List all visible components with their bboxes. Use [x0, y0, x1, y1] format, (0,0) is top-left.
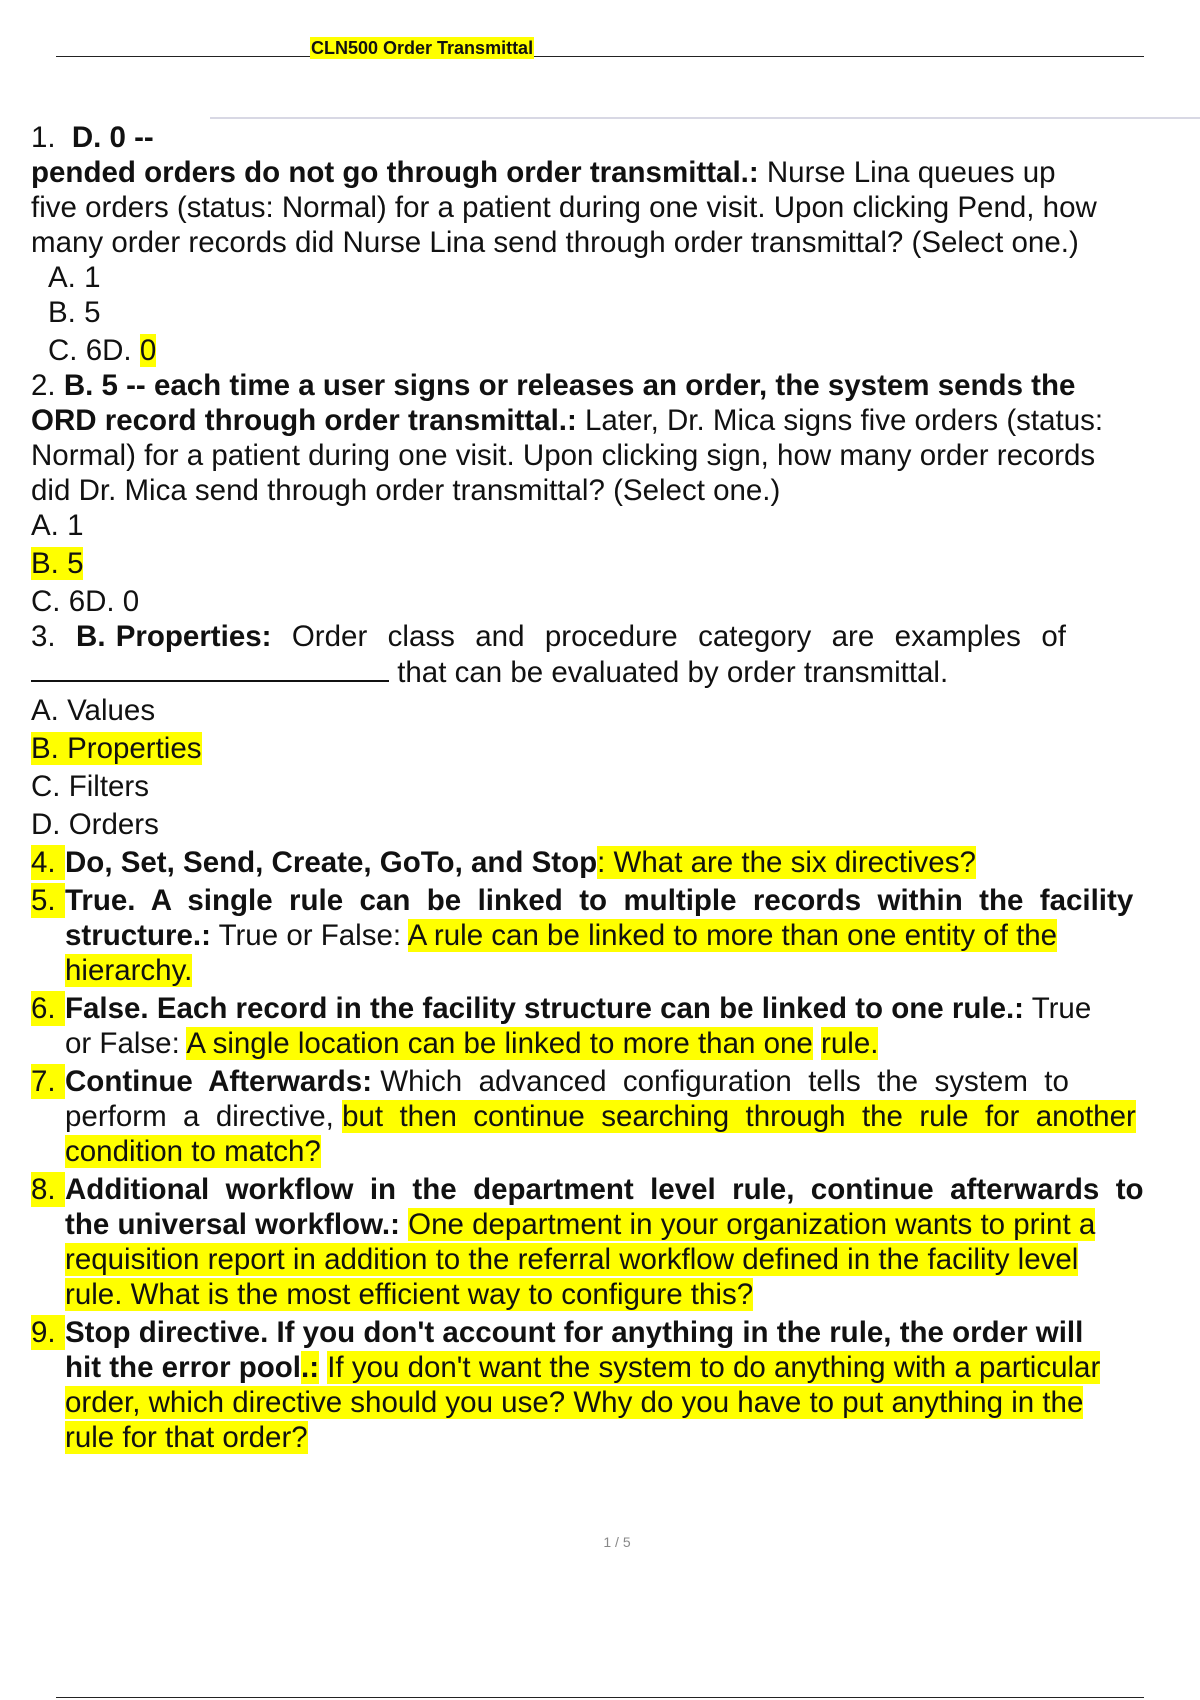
q9-answer-a: Stop directive. If you don't account for anything in the rule, the order will: [65, 1316, 1084, 1349]
footer-rule: [56, 1697, 1144, 1698]
q1-line-2: five orders (status: Normal) for a patient during one visit. Upon clicking Pend, how: [31, 191, 1097, 224]
q5-answer-b: structure.:: [65, 919, 211, 952]
header-rule: [56, 56, 1144, 57]
q2-question-a: Later, Dr. Mica signs five orders (status:: [585, 404, 1104, 437]
q3-option-a: A. Values: [31, 694, 156, 727]
q1-option-d-value: 0: [139, 334, 157, 367]
q3-question-a: Order class and procedure category are examples of: [291, 620, 1066, 653]
q9-answer-b: hit the error pool: [65, 1351, 301, 1384]
q2-line-4: did Dr. Mica send through order transmittal? (Select one.): [31, 474, 781, 507]
q9-line-1: [31, 1315, 1200, 1350]
q5-question-hl-b: hierarchy.: [65, 954, 193, 987]
q2-line-3: Normal) for a patient during one visit. Upon clicking sign, how many order records: [31, 439, 1096, 472]
q1-option-c: [31, 333, 1200, 368]
q8-question-hl-a: One department in your organization wants to print a: [408, 1208, 1096, 1241]
q2-answer-b: ORD record through order transmittal.:: [31, 404, 577, 437]
q1-question-a: Nurse Lina queues up: [766, 156, 1056, 189]
q7-answer: Continue Afterwards:: [65, 1065, 373, 1098]
q7-line-2: [31, 1099, 1200, 1134]
q6-number: 6.: [31, 991, 65, 1026]
q5-question-hl-a: A rule can be linked to more than one entity of the: [407, 919, 1058, 952]
q4-line-1: [31, 845, 1200, 880]
q9-question-hl-b: order, which directive should you use? Why do you have to put anything in the: [65, 1386, 1084, 1419]
q8-line-4: [31, 1277, 1200, 1312]
q8-line-1: [31, 1172, 1200, 1207]
q3-option-d: D. Orders: [31, 808, 159, 841]
top-divider: [210, 117, 1200, 119]
q7-question-a: Which advanced configuration tells the system to: [380, 1065, 1069, 1098]
q6-question-tail: True: [1031, 992, 1092, 1025]
q9-question-hl-a: If you don't want the system to do anything with a particular: [327, 1351, 1101, 1384]
q6-question-hl-b: rule.: [821, 1027, 879, 1060]
q4-answer: Do, Set, Send, Create, GoTo, and Stop: [65, 846, 598, 879]
q7-line-1: [31, 1064, 1200, 1099]
header-title: CLN500 Order Transmittal: [311, 38, 534, 58]
q8-number: 8.: [31, 1172, 65, 1207]
q5-line-1: [31, 883, 1200, 918]
q5-answer-a: True. A single rule can be linked to multiple records within the facility: [65, 884, 1134, 917]
q1-option-c-text: C. 6D.: [48, 334, 132, 367]
page-number: 1 / 5: [603, 1534, 631, 1550]
q2-option-b-text: B. 5: [31, 547, 84, 580]
q2-line-1: [31, 368, 1200, 403]
q2-option-a: A. 1: [31, 509, 84, 542]
q4-number: 4.: [31, 845, 65, 880]
q1-answer-rest: pended orders do not go through order transmittal.:: [31, 156, 759, 189]
q3-blank: [31, 654, 389, 682]
q5-line-3: [31, 953, 1200, 988]
q9-line-2: [31, 1350, 1200, 1385]
q2-option-c: C. 6D. 0: [31, 585, 140, 618]
document-body: [31, 120, 1200, 1455]
q7-line-3: [31, 1134, 1200, 1169]
q8-question-hl-b: requisition report in addition to the referral workflow defined in the facility level: [65, 1243, 1079, 1276]
q8-answer-a: Additional workflow in the department level rule, continue afterwards to: [65, 1173, 1144, 1206]
q6-question-lead: or False:: [65, 1027, 180, 1060]
q9-question-hl-c: rule for that order?: [65, 1421, 308, 1454]
q1-answer: D. 0 --: [71, 121, 154, 154]
q3-number: 3.: [31, 620, 56, 653]
q1-line-1: [31, 155, 1200, 190]
q3-answer: B. Properties:: [76, 620, 272, 653]
q8-answer-b: the universal workflow.:: [65, 1208, 400, 1241]
q2-answer-a: B. 5 -- each time a user signs or releases an order, the system sends the: [63, 369, 1076, 402]
q9-number: 9.: [31, 1315, 65, 1350]
q5-line-2: [31, 918, 1200, 953]
q1-line-3: many order records did Nurse Lina send through order transmittal? (Select one.): [31, 226, 1079, 259]
q7-question-hl-c: condition to match?: [65, 1135, 321, 1168]
q3-question-b: that can be evaluated by order transmittal.: [397, 656, 949, 689]
q7-question-b: perform a directive,: [65, 1100, 334, 1133]
q1-heading: [31, 120, 1200, 155]
q7-question-hl-b: but then continue searching through the rule for another: [342, 1100, 1136, 1133]
q3-option-b: [31, 731, 1200, 766]
q9-line-3: [31, 1385, 1200, 1420]
q3-line-2: [31, 654, 1200, 690]
q6-answer: False. Each record in the facility structure can be linked to one rule.:: [65, 992, 1025, 1025]
q9-answer-colon: .:: [301, 1351, 320, 1384]
q8-line-3: [31, 1242, 1200, 1277]
q1-number: 1.: [31, 121, 56, 154]
q3-option-c: C. Filters: [31, 770, 149, 803]
q1-option-b: B. 5: [48, 296, 101, 329]
q8-line-2: [31, 1207, 1200, 1242]
q5-question-lead: True or False:: [218, 919, 402, 952]
q5-number: 5.: [31, 883, 65, 918]
q1-option-a: A. 1: [48, 261, 101, 294]
q7-number: 7.: [31, 1064, 65, 1099]
q6-line-1: [31, 991, 1200, 1026]
q2-option-b: [31, 546, 1200, 581]
q8-question-hl-c: rule. What is the most efficient way to configure this?: [65, 1278, 754, 1311]
q3-option-b-text: B. Properties: [31, 732, 202, 765]
q6-question-hl-a: A single location can be linked to more than one: [186, 1027, 813, 1060]
q2-number: 2.: [31, 369, 56, 402]
q2-line-2: [31, 403, 1200, 438]
q9-line-4: [31, 1420, 1200, 1455]
q6-line-2: [31, 1026, 1200, 1061]
q3-line-1: [31, 619, 1200, 654]
q4-question: : What are the six directives?: [597, 846, 976, 879]
